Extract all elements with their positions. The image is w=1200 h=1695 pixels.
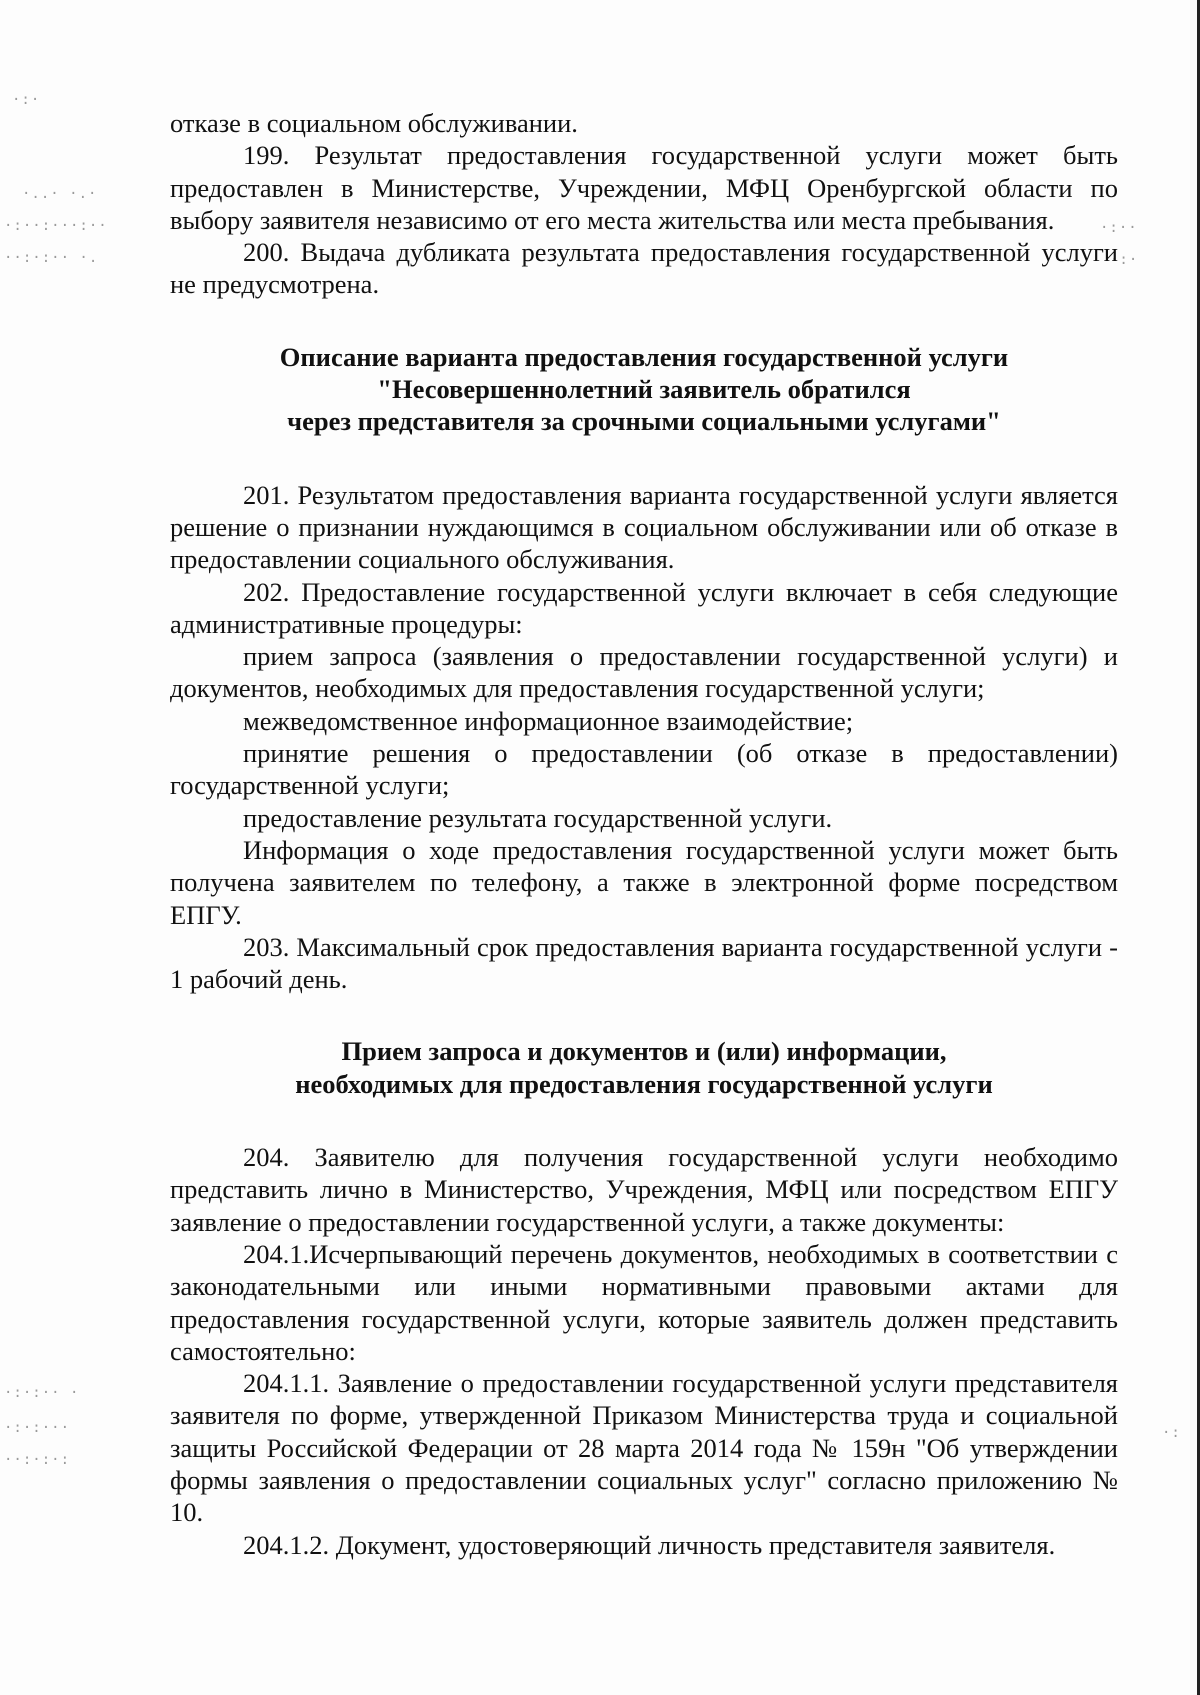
scan-noise: ·: (1162, 1425, 1181, 1441)
paragraph-203: 203. Максимальный срок предоставления варианта государственной услуги - 1 рабочий день. (170, 931, 1118, 995)
paragraph-204-1-1: 204.1.1. Заявление о предоставлении государственной услуги представителя заявителя по форме, утвержденной Приказом Министерства труда и социальной защиты Российской Федерации от 28 марта 2014 года № 159н "Об утверждении формы заявления о предоставлении социальных услуг" согласно приложению № 10. (170, 1368, 1118, 1528)
section-heading-line: необходимых для предоставления государственной услуги (295, 1068, 993, 1099)
scan-noise: ··:·:·: (4, 1452, 71, 1468)
procedure-item: принятие решения о предоставлении (об отказе в предоставлении) государственной услуги; (170, 738, 1118, 801)
procedure-item: прием запроса (заявления о предоставлении государственной услуги) и документов, необходимых для предоставления государственной услуги; (170, 641, 1118, 704)
scan-noise: ·:· (1110, 252, 1139, 268)
paragraph-201: 201. Результатом предоставления варианта государственной услуги является решение о признании нуждающимся в социальном обслуживании или об отказе в предоставлении социального обслуживания. (170, 479, 1118, 575)
document-body (170, 107, 1118, 1561)
section-heading-line: Прием запроса и документов и (или) информации, (341, 1036, 947, 1067)
section-heading-line: "Несовершеннолетний заявитель обратился (377, 374, 911, 405)
procedure-item: предоставление результата государственной услуги. (243, 802, 833, 833)
paragraph-199: 199. Результат предоставления государственной услуги может быть предоставлен в Министерстве, Учреждении, МФЦ Оренбургской области по выбору заявителя независимо от его места жительства или места пребывания. (170, 140, 1118, 235)
section-heading-line: через представителя за срочными социальными услугами" (287, 406, 1001, 437)
section-heading-line: Описание варианта предоставления государственной услуги (279, 341, 1009, 372)
paragraph: отказе в социальном обслуживании. (170, 108, 578, 138)
scan-noise: ··:·:·· ·. (4, 250, 99, 266)
scan-noise: ·..· ·.· (22, 186, 98, 202)
paragraph-202: 202. Предоставление государственной услуги включает в себя следующие административные процедуры: (170, 576, 1118, 639)
scan-noise: ·:··:···:·· (4, 218, 108, 234)
scan-noise: ·:·· (1100, 220, 1138, 236)
paragraph-204: 204. Заявителю для получения государственной услуги необходимо представить лично в Министерство, Учреждения, МФЦ или посредством ЕПГУ заявление о предоставлении государственной услуги, а также документы: (170, 1142, 1118, 1237)
scan-noise: ·:· (12, 92, 41, 108)
paragraph-204-1: 204.1.Исчерпывающий перечень документов, необходимых в соответствии с законодательными или иными нормативными правовыми актами для предоставления государственной услуги, которые заявитель должен представить самостоятельно: (170, 1238, 1118, 1366)
scan-noise: ·:·:··· (4, 1420, 71, 1436)
paragraph-204-1-2: 204.1.2. Документ, удостоверяющий личность представителя заявителя. (243, 1529, 1056, 1560)
paragraph-200: 200. Выдача дубликата результата предоставления государственной услуги не предусмотрена. (170, 237, 1118, 300)
paragraph-info: Информация о ходе предоставления государственной услуги может быть получена заявителем по телефону, а также в электронной форме посредством ЕПГУ. (170, 834, 1118, 930)
scan-noise: ·:·:·· · (4, 1385, 80, 1401)
procedure-item: межведомственное информационное взаимодействие; (243, 705, 854, 736)
